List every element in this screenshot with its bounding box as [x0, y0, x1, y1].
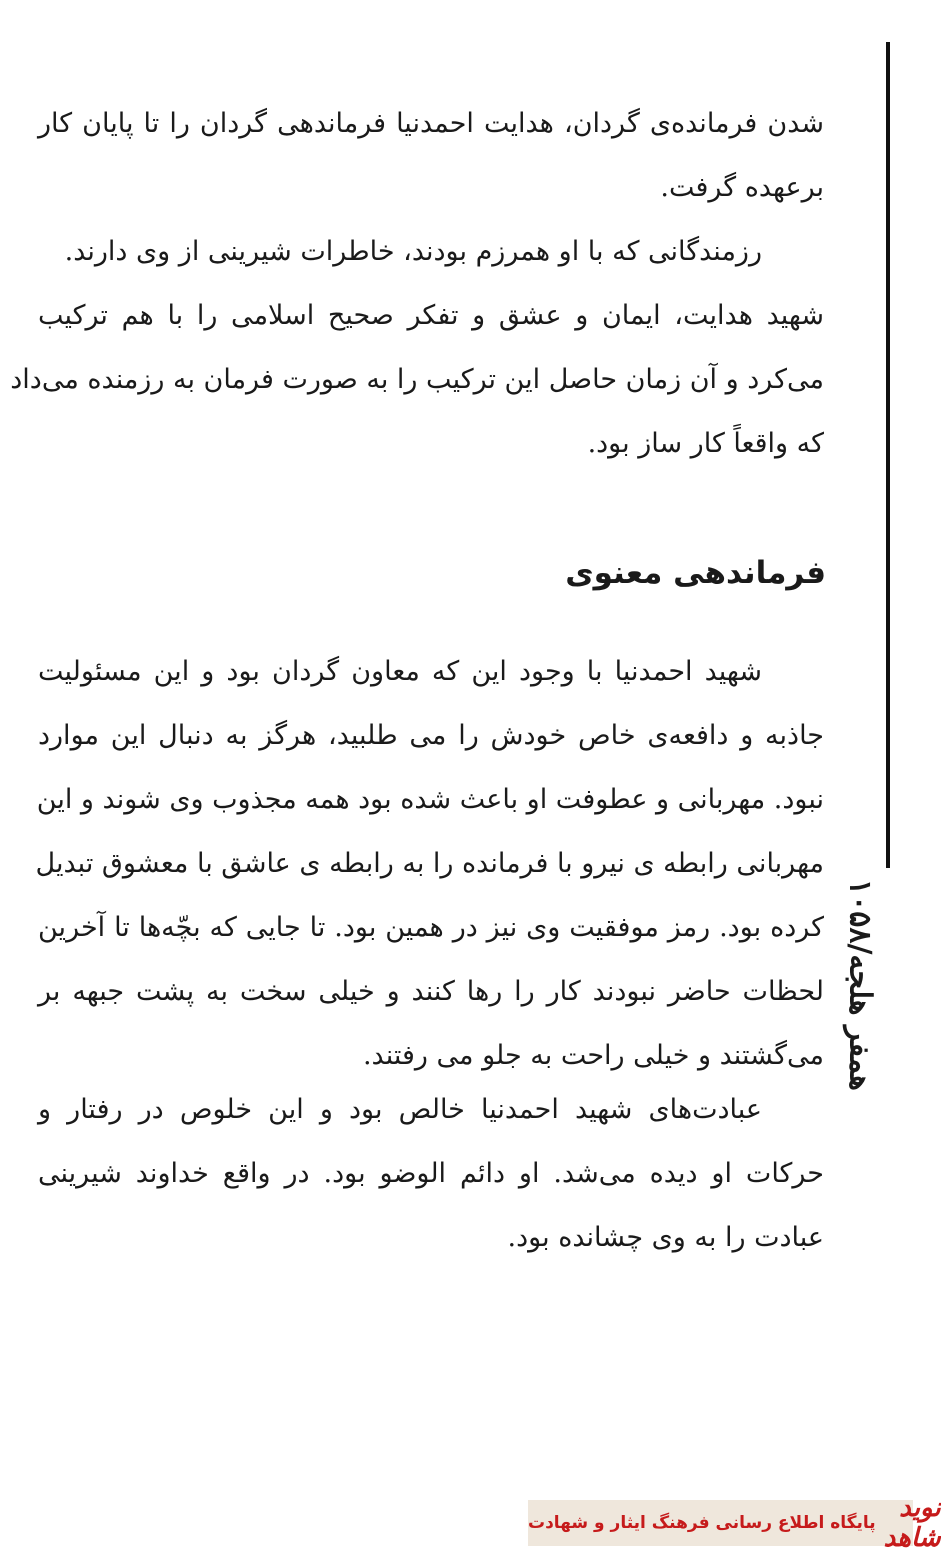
text-line: می‌کرد و آن زمان حاصل این ترکیب را به صورت فرمان به رزمنده می‌داد	[10, 364, 824, 395]
section-heading: فرماندهی معنوی	[565, 555, 826, 591]
text-line: برعهده گرفت.	[660, 172, 824, 203]
text-line: کرده بود. رمز موفقیت وی نیز در همین بود. تا جایی که بچّه‌ها تا آخرین	[38, 912, 824, 943]
text-line: عبادت‌های شهید احمدنیا خالص بود و این خلوص در رفتار و	[38, 1094, 762, 1125]
site-watermark	[528, 1493, 941, 1553]
paragraph-block-1	[38, 92, 824, 220]
paragraph-block-4	[38, 1078, 824, 1270]
paragraph-block-2	[10, 220, 824, 476]
running-head	[838, 879, 882, 1091]
text-line: جاذبه و دافعه‌ی خاص خودش را می طلبید، هرگز به دنبال این موارد	[38, 720, 824, 751]
text-line: شدن فرمانده‌ی گردان، هدایت احمدنیا فرماندهی گردان را تا پایان کار	[38, 108, 824, 139]
watermark-logo: نوید شاهد	[883, 1493, 941, 1553]
text-line: حرکات او دیده می‌شد. او دائم الوضو بود. در واقع خداوند شیرینی	[38, 1158, 824, 1189]
watermark-text: پایگاه اطلاع رسانی فرهنگ ایثار و شهادت	[528, 1513, 876, 1533]
text-line: عبادت را به وی چشانده بود.	[507, 1222, 824, 1253]
paragraph-block-3	[35, 640, 824, 1088]
text-line: که واقعاً کار ساز بود.	[587, 428, 824, 459]
margin-rule	[886, 42, 890, 868]
text-line: شهید هدایت، ایمان و عشق و تفکر صحیح اسلامی را با هم ترکیب	[38, 300, 824, 331]
running-head-text: همفر هلجه/۱۰۵۸	[842, 879, 878, 1091]
text-line: مهربانی رابطه ی نیرو با فرمانده را به رابطه ی عاشق با معشوق تبدیل	[35, 848, 824, 879]
text-line: می‌گشتند و خیلی راحت به جلو می رفتند.	[362, 1040, 824, 1071]
text-line: شهید احمدنیا با وجود این که معاون گردان بود و این مسئولیت	[38, 656, 762, 687]
text-line: لحظات حاضر نبودند کار را رها کنند و خیلی سخت به پشت جبهه بر	[38, 976, 824, 1007]
text-line: رزمندگانی که با او همرزم بودند، خاطرات شیرینی از وی دارند.	[64, 236, 762, 267]
text-line: نبود. مهربانی و عطوفت او باعث شده بود همه مجذوب وی شوند و این	[36, 784, 824, 815]
